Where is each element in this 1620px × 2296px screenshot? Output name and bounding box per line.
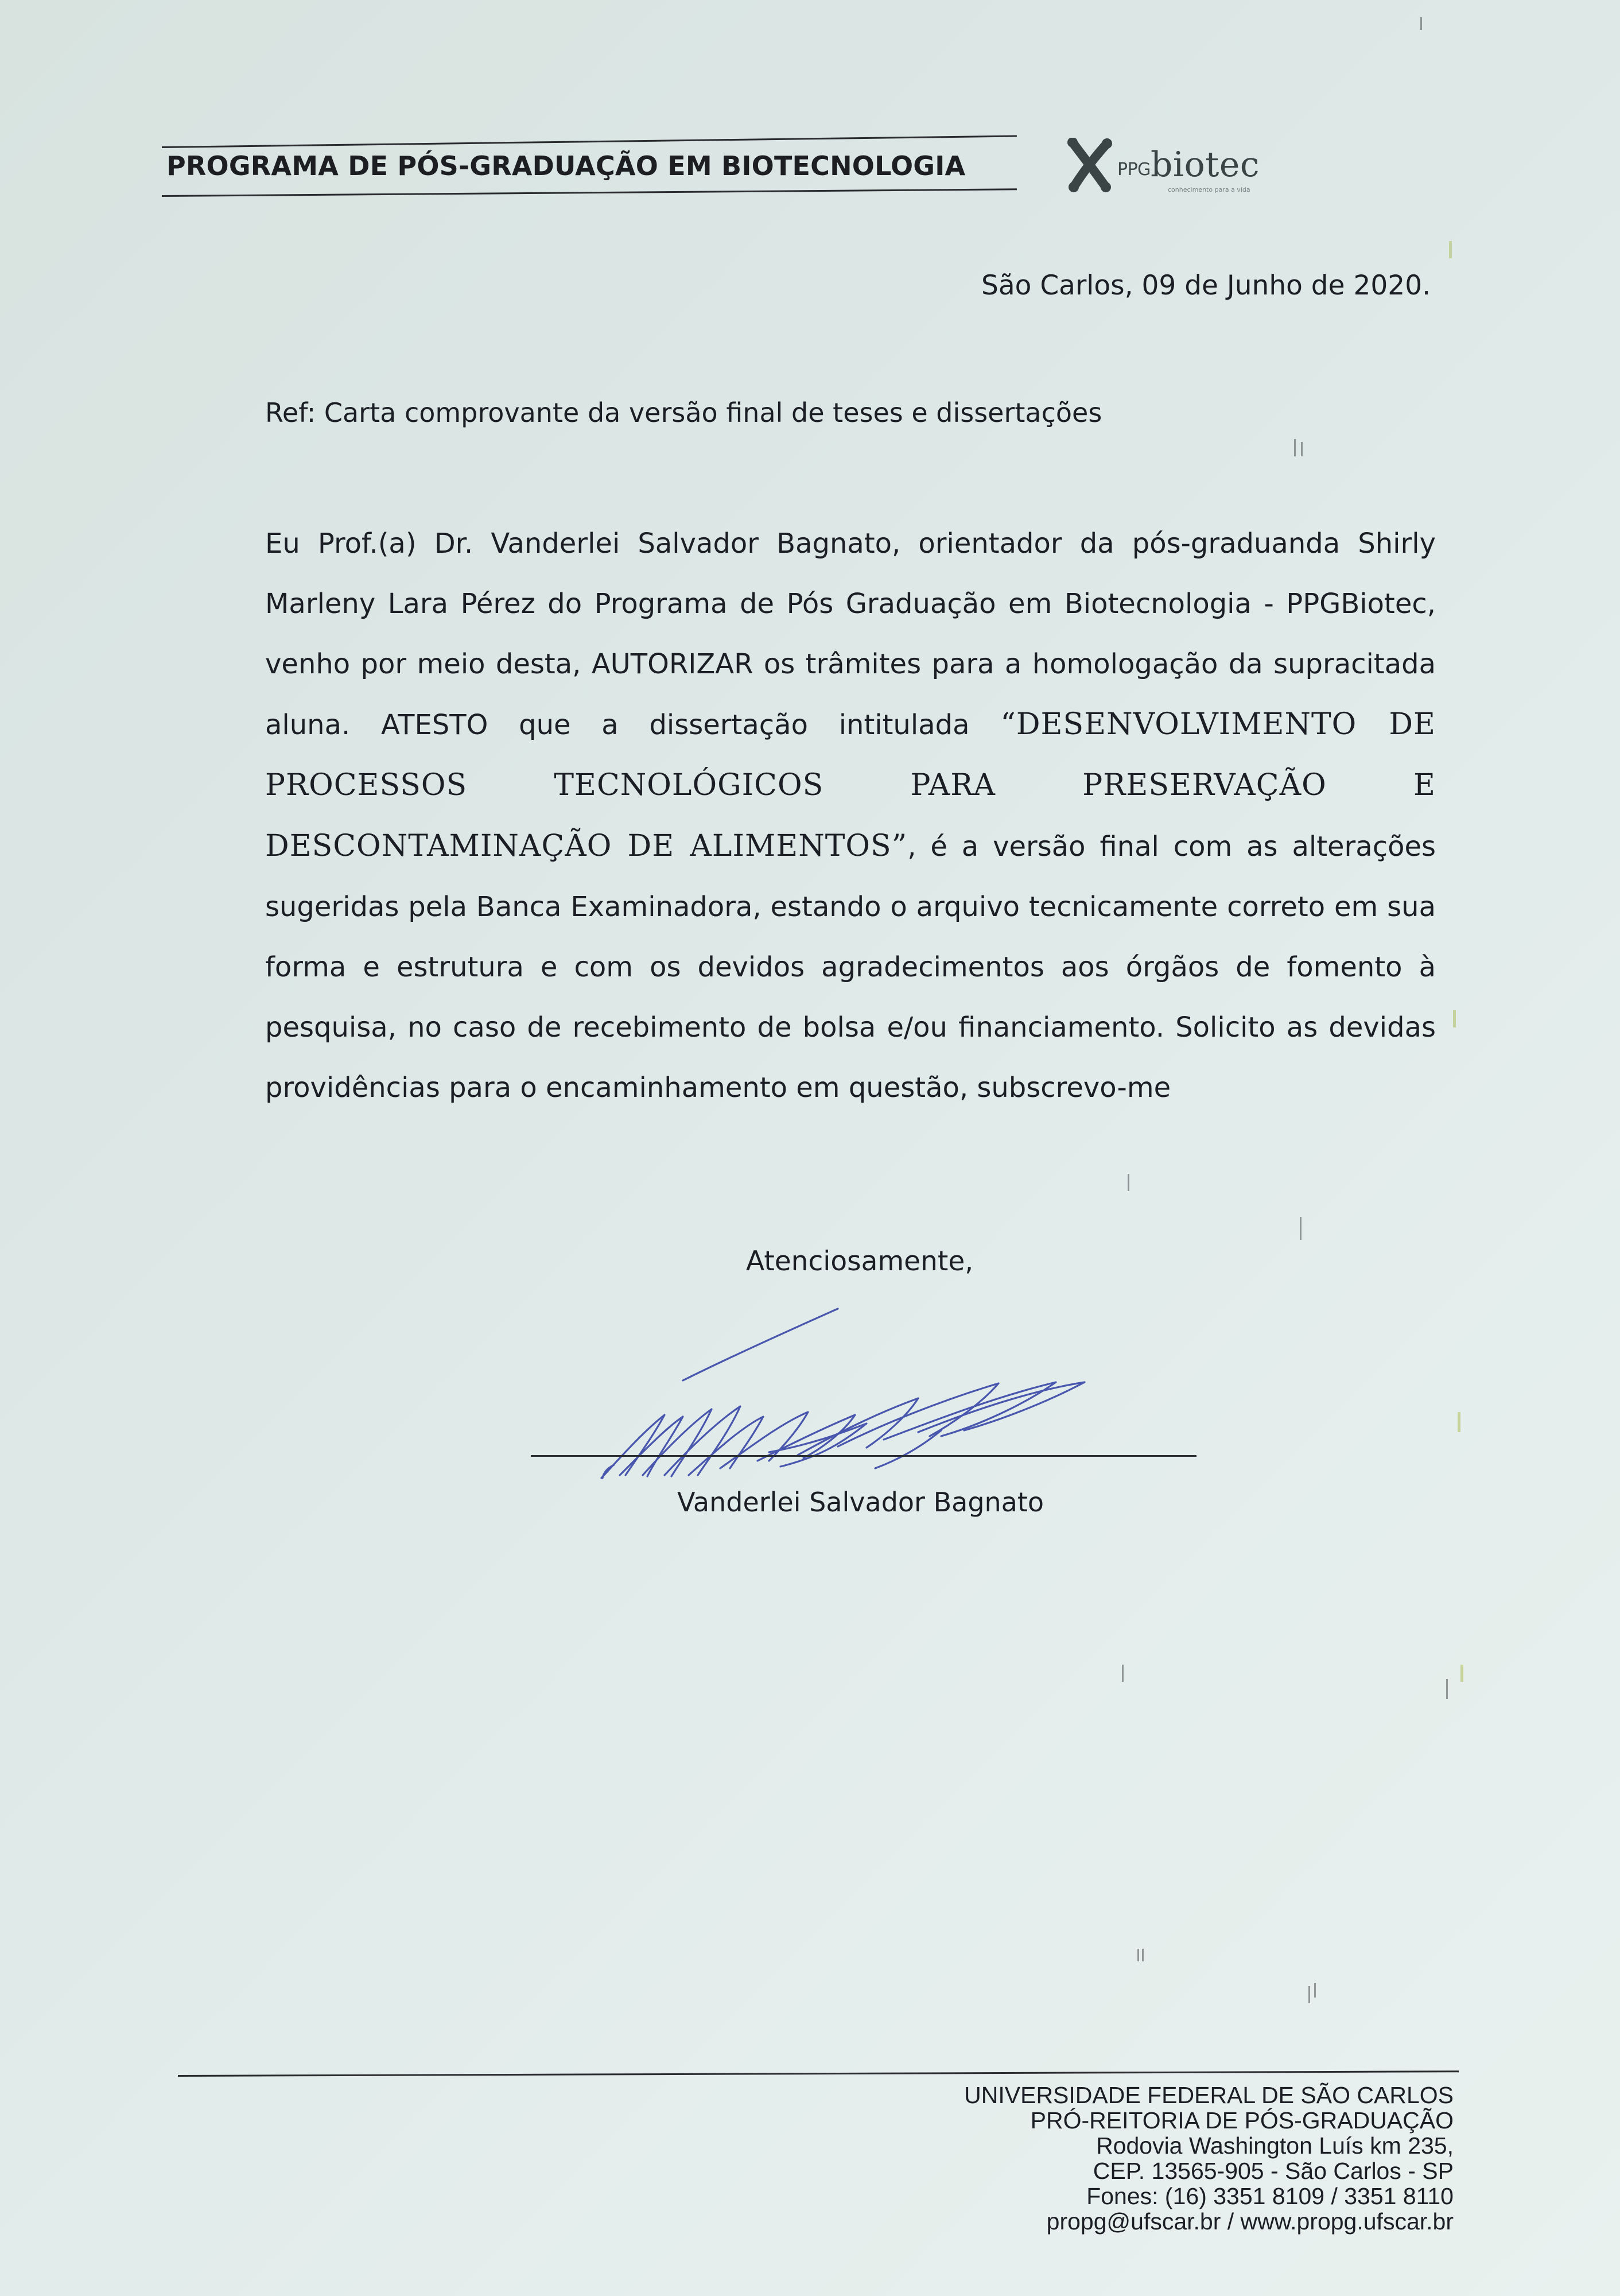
footer-rule [178,2070,1459,2077]
speckle-mark [1449,241,1452,258]
speckle-mark [1122,1665,1124,1682]
logo-prefix: PPG [1117,160,1151,180]
thesis-title: “DESENVOLVIMENTO DE PROCESSOS TECNOLÓGICOS PARA PRESERVAÇÃO E DESCONTAMINAÇÃO DE ALIMENTOS” [265,707,1436,863]
speckle-mark [1294,439,1296,456]
signer-name: Vanderlei Salvador Bagnato [677,1487,1044,1518]
footer-line-postal: CEP. 13565-905 - São Carlos - SP [1093,2158,1454,2184]
speckle-mark [1446,1679,1448,1699]
logo-name: biotec [1151,145,1260,185]
dna-x-logo-icon [1065,138,1116,193]
footer-line-phones: Fones: (16) 3351 8109 / 3351 8110 [1086,2183,1454,2209]
program-title: PROGRAMA DE PÓS-GRADUAÇÃO EM BIOTECNOLOGIA [166,150,966,181]
speckle-mark [1420,17,1422,30]
ppgbiotec-logo [1065,138,1306,195]
speckle-mark [1458,1412,1460,1432]
speckle-mark [1300,1217,1302,1240]
letter-reference: Ref: Carta comprovante da versão final de teses e dissertações [265,397,1102,428]
footer-line-contact: propg@ufscar.br / www.propg.ufscar.br [1046,2208,1454,2235]
footer-address [964,2082,1454,2234]
speckle-mark [1142,1949,1144,1961]
footer-line-university: UNIVERSIDADE FEDERAL DE SÃO CARLOS [964,2082,1454,2108]
letter-date: São Carlos, 09 de Junho de 2020. [981,270,1431,301]
speckle-mark [1308,1986,1310,2003]
header-bottom-rule [162,188,1017,197]
speckle-mark [1453,1010,1456,1027]
header-top-rule [162,135,1017,148]
body-intro: Eu Prof.(a) Dr. Vanderlei Salvador Bagnato, orientador da pós-graduanda Shirly Marleny Lara Pérez do Programa de Pós Graduação em Biotecnologia - PPGBiotec, venho por meio desta, AUTORIZAR os trâmites para a homologação da supracitada aluna. ATESTO que a dissertação intitulada [265,528,1436,741]
footer-line-department: PRÓ-REITORIA DE PÓS-GRADUAÇÃO [1030,2107,1454,2134]
logo-tagline: conhecimento para a vida [1168,186,1250,193]
body-rest: , é a versão final com as alterações sugeridas pela Banca Examinadora, estando o arquivo tecnicamente correto em sua forma e estrutura e com os devidos agradecimentos aos órgãos de fomento à pesquisa, no caso de recebimento de bolsa e/ou financiamento. Solicito as devidas providências para o encaminhamento em questão, subscrevo-me [265,831,1436,1104]
closing-salutation: Atenciosamente, [746,1246,974,1277]
speckle-mark [1314,1983,1316,1998]
speckle-mark [1301,442,1303,456]
handwritten-signature [597,1286,1188,1492]
speckle-mark [1128,1174,1129,1191]
signature-line [531,1455,1196,1457]
speckle-mark [1137,1949,1139,1961]
footer-line-street: Rodovia Washington Luís km 235, [1096,2132,1454,2159]
speckle-mark [1460,1665,1463,1682]
letter-body [265,514,1436,1118]
